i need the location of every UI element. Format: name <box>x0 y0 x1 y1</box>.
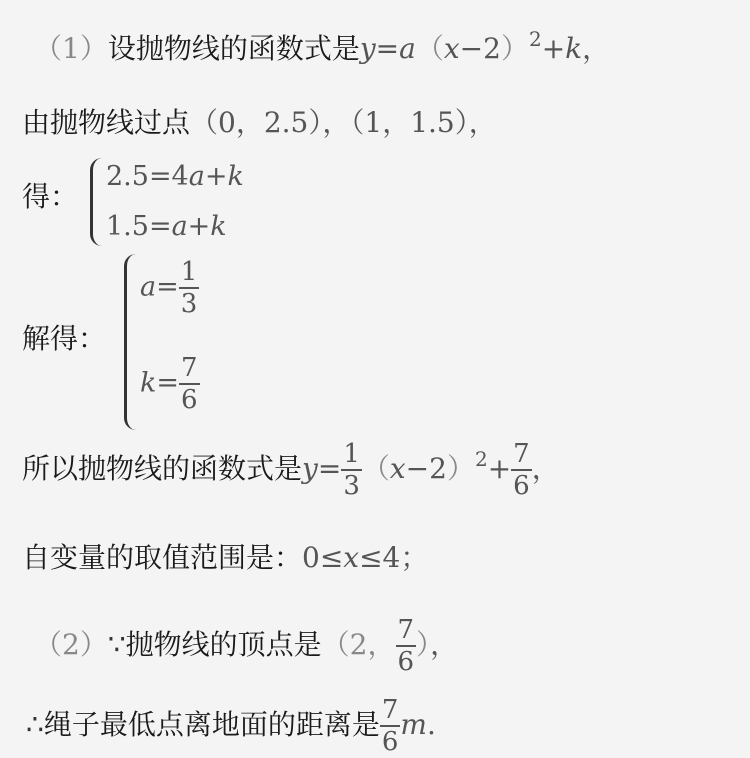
lower-bound: 0≤ <box>302 541 344 574</box>
comma: ， <box>430 628 459 661</box>
var-a: a <box>140 271 157 303</box>
line-7 <box>34 616 458 676</box>
because-symbol: ∵ <box>107 628 126 661</box>
comma: ， <box>468 106 497 139</box>
denominator: 6 <box>513 471 530 501</box>
line-text: 所以抛物线的函数式是 <box>22 452 303 485</box>
part-number: （1） <box>34 32 108 65</box>
period: . <box>426 708 436 741</box>
denominator: 3 <box>180 289 198 319</box>
var-a: a <box>171 211 188 242</box>
left-paren: （ <box>361 452 390 485</box>
system-2-eq-1 <box>140 258 199 318</box>
var-a: a <box>399 32 416 65</box>
equals: = <box>156 367 179 399</box>
fraction-seven-sixths <box>511 440 532 500</box>
vertex-x: （2， <box>321 628 396 661</box>
line-text: 设抛物线的函数式是 <box>107 32 360 65</box>
fraction-seven-sixths <box>396 616 417 676</box>
var-x: x <box>443 32 460 65</box>
part-number: （2） <box>34 628 108 661</box>
line-8 <box>26 696 436 756</box>
denominator: 3 <box>343 471 360 501</box>
left-brace <box>124 254 139 430</box>
plus: + <box>487 452 512 485</box>
line-text: 由抛物线过点 <box>22 106 191 139</box>
point-1: （0，2.5） <box>190 106 323 139</box>
var-y: y <box>359 32 376 65</box>
numerator: 7 <box>513 439 530 469</box>
equals: = <box>156 271 179 303</box>
line-text: 绳子最低点离地面的距离是 <box>43 708 380 741</box>
point-2: （1，1.5） <box>350 106 469 139</box>
var-k: k <box>565 32 583 65</box>
system-2-eq-2 <box>140 354 200 414</box>
minus-two: −2 <box>405 452 447 485</box>
right-paren: ） <box>500 32 529 65</box>
system-2-label: 解得： <box>22 322 107 355</box>
system-1-label: 得： <box>22 180 79 213</box>
numerator: 7 <box>181 353 198 383</box>
var-y: y <box>302 452 318 485</box>
var-x: x <box>343 541 360 574</box>
numerator: 1 <box>343 439 360 469</box>
numerator: 7 <box>397 615 415 645</box>
left-paren: （ <box>415 32 444 65</box>
exponent: 2 <box>528 27 542 51</box>
equals: = <box>375 32 400 65</box>
semicolon: ； <box>400 541 429 574</box>
plus: + <box>187 211 211 242</box>
right-paren: ） <box>416 628 431 661</box>
comma: ， <box>531 452 560 485</box>
line-5 <box>22 440 560 500</box>
unit-meter: m <box>400 708 427 741</box>
fraction-seven-sixths <box>179 354 200 414</box>
fraction-one-third <box>179 258 200 318</box>
therefore-symbol: ∴ <box>26 708 44 741</box>
left-brace <box>90 158 103 246</box>
upper-bound: ≤4 <box>359 541 401 574</box>
var-k: k <box>210 211 227 242</box>
separator: ， <box>322 106 351 139</box>
right-paren: ） <box>446 452 475 485</box>
numerator: 7 <box>381 695 399 725</box>
line-2 <box>22 106 497 140</box>
line-text: 自变量的取值范围是： <box>22 541 303 574</box>
comma: ， <box>582 32 611 65</box>
line-1 <box>34 27 611 68</box>
denominator: 6 <box>181 385 198 415</box>
var-x: x <box>389 452 406 485</box>
eq1-lhs: 2.5=4 <box>106 161 189 192</box>
denominator: 6 <box>397 647 415 677</box>
plus: + <box>541 32 566 65</box>
fraction-one-third <box>341 440 362 500</box>
exponent: 2 <box>474 447 488 471</box>
var-k: k <box>227 161 244 192</box>
fraction-seven-sixths <box>380 696 401 756</box>
line-text: 抛物线的顶点是 <box>125 628 322 661</box>
denominator: 6 <box>381 727 399 757</box>
var-k: k <box>140 367 157 399</box>
plus: + <box>204 161 228 192</box>
line-6 <box>22 541 428 575</box>
minus-two: −2 <box>459 32 501 65</box>
eq2-lhs: 1.5= <box>106 211 172 242</box>
equals: = <box>317 452 342 485</box>
system-1-eq-1 <box>106 160 244 194</box>
var-a: a <box>188 161 205 192</box>
numerator: 1 <box>180 257 198 287</box>
system-1-eq-2 <box>106 210 227 244</box>
